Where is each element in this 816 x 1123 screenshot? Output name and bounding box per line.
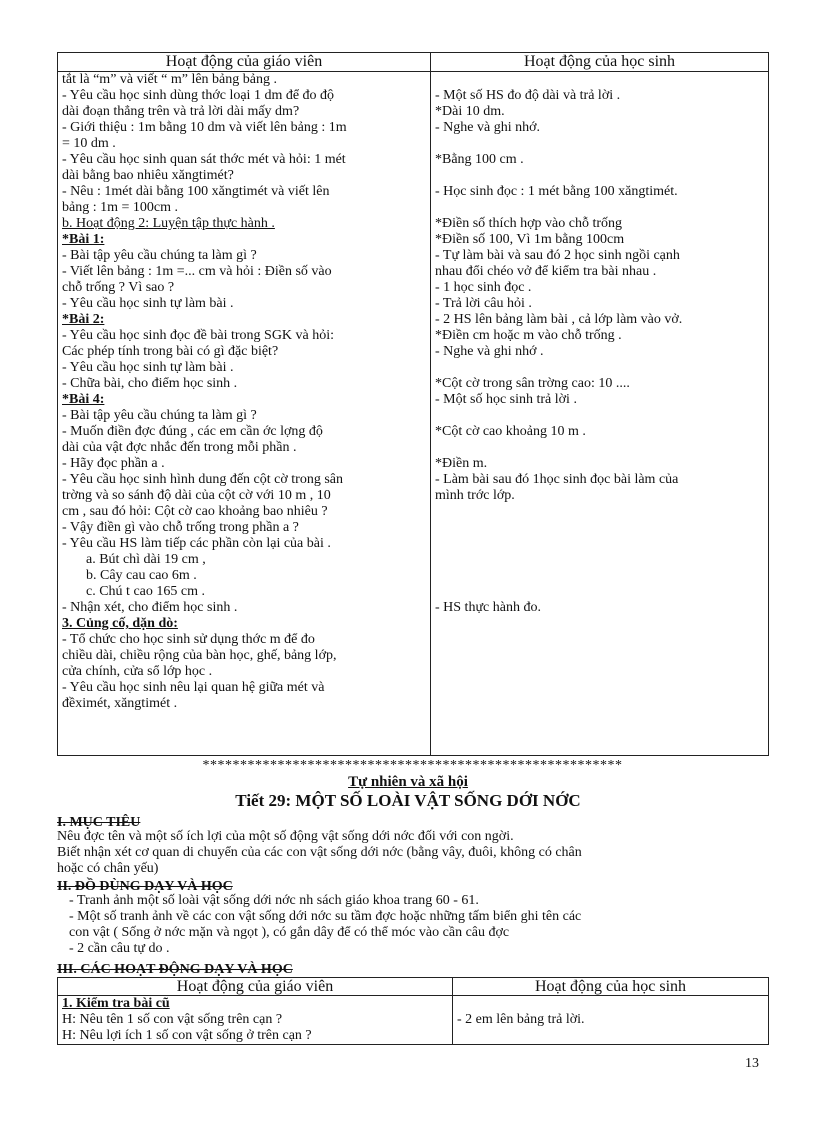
- student-line: - Nghe và ghi nhớ.: [435, 120, 540, 135]
- teacher-line: - Yêu cầu học sinh dùng thớc loại 1 dm để đo độ: [62, 88, 335, 103]
- lesson-table-2: [57, 977, 769, 1045]
- teacher-line: c. Chú t cao 165 cm .: [86, 584, 205, 599]
- student-line: mình trớc lớp.: [435, 488, 515, 503]
- teacher-line: - Yêu cầu học sinh tự làm bài .: [62, 296, 234, 311]
- teacher-line: dài của vật đợc nhắc đến trong mỗi phần .: [62, 440, 297, 455]
- teacher-line: - Yêu cầu học sinh nêu lại quan hệ giữa mét và: [62, 680, 325, 695]
- student-line: [435, 616, 764, 632]
- student-line: - 1 học sinh đọc .: [435, 280, 532, 295]
- teacher-line: - Hãy đọc phần a .: [62, 456, 165, 471]
- lesson-table-1: [57, 52, 769, 756]
- table2-header-student: Hoạt động của học sinh: [453, 978, 769, 996]
- teacher-line: dài đoạn thẳng trên và trả lời dài mấy dm?: [62, 104, 300, 119]
- teacher-line: 3. Củng cố, dặn dò:: [62, 616, 178, 631]
- teacher-line: *Bài 1:: [62, 232, 105, 247]
- teacher-line: a. Bút chì dài 19 cm ,: [86, 552, 206, 567]
- student-line: [435, 632, 764, 648]
- teacher-line: - Giới thiệu : 1m bằng 10 dm và viết lên bảng : 1m: [62, 120, 347, 135]
- teacher-line: - Yêu cầu HS làm tiếp các phần còn lại của bài .: [62, 536, 331, 551]
- teacher-line: - Yêu cầu học sinh đọc đề bài trong SGK và hỏi:: [62, 328, 335, 343]
- teacher-line: b. Hoạt động 2: Luyện tập thực hành .: [62, 216, 275, 231]
- teacher-question: H: Nêu tên 1 số con vật sống trên cạn ?: [62, 1012, 283, 1027]
- header-teacher: Hoạt động của giáo viên: [58, 53, 431, 72]
- teacher-line: - Chữa bài, cho điểm học sinh .: [62, 376, 238, 391]
- student-line: - Tự làm bài và sau đó 2 học sinh ngồi cạnh: [435, 248, 680, 263]
- teacher-line: - Yêu cầu học sinh quan sát thớc mét và hỏi: 1 mét: [62, 152, 346, 167]
- student-line: - HS thực hành đo.: [435, 600, 541, 615]
- student-line: [435, 168, 764, 184]
- material-line: - Tranh ảnh một số loài vật sống dới nớc nh sách giáo khoa trang 60 - 61.: [69, 893, 479, 908]
- lesson-title: Tiết 29: MỘT SỐ LOÀI VẬT SỐNG DỚI NỚC: [235, 791, 581, 810]
- objective-line: Nêu đợc tên và một số ích lợi của một số động vật sống dới nớc đối với con ngời.: [57, 829, 514, 844]
- student-line: - Nghe và ghi nhớ .: [435, 344, 544, 359]
- teacher-line: cửa chính, cửa sổ lớp học .: [62, 664, 213, 679]
- teacher-line: Các phép tính trong bài có gì đặc biệt?: [62, 344, 279, 359]
- student-line: - Một số học sinh trả lời .: [435, 392, 577, 407]
- student-line: - 2 HS lên bảng làm bài , cả lớp làm vào vở.: [435, 312, 683, 327]
- objective-line: hoặc có chân yếu): [57, 861, 159, 876]
- material-line: con vật ( Sống ở nớc mặn và ngọt ), có gắn dây để có thể móc vào cần câu đợc: [69, 925, 510, 940]
- student-line: - Làm bài sau đó 1học sinh đọc bài làm của: [435, 472, 679, 487]
- student-line: [435, 520, 764, 536]
- table2-student-cell: [453, 996, 769, 1045]
- student-line: *Bằng 100 cm .: [435, 152, 524, 167]
- teacher-line: - Yêu cầu học sinh hình dung đến cột cờ trong sân: [62, 472, 343, 487]
- teacher-line: - Nhận xét, cho điểm học sinh .: [62, 600, 238, 615]
- student-line: [435, 200, 764, 216]
- student-line: [435, 552, 764, 568]
- page-number: 13: [745, 1056, 759, 1071]
- activities-heading: III. CÁC HOẠT ĐỘNG DẠY VÀ HỌC: [57, 962, 293, 977]
- material-line: - 2 cần câu tự do .: [69, 941, 170, 956]
- teacher-line: *Bài 4:: [62, 392, 105, 407]
- student-line: [435, 440, 764, 456]
- student-line: *Điền m.: [435, 456, 488, 471]
- teacher-question: H: Nêu lợi ích 1 số con vật sống ở trên cạn ?: [62, 1028, 312, 1043]
- student-line: *Điền cm hoặc m vào chỗ trống .: [435, 328, 622, 343]
- objectives-heading: I. MỤC TIÊU: [57, 815, 141, 830]
- section-activities: [57, 962, 768, 978]
- student-line: *Cột cờ trong sân trờng cao: 10 ....: [435, 376, 630, 391]
- student-line: [435, 568, 764, 584]
- student-line: [435, 536, 764, 552]
- materials-list: [57, 893, 768, 957]
- teacher-line: - Tổ chức cho học sinh sử dụng thớc m để đo: [62, 632, 315, 647]
- teacher-line: - Viết lên bảng : 1m =... cm và hỏi : Điền số vào: [62, 264, 332, 279]
- teacher-line: - Muốn điền đợc đúng , các em cần ớc lợng độ: [62, 424, 323, 439]
- student-answer: - 2 em lên bảng trả lời.: [457, 1012, 585, 1027]
- student-line: [435, 504, 764, 520]
- teacher-line: chỗ trống ? Vì sao ?: [62, 280, 175, 295]
- teacher-line: *Bài 2:: [62, 312, 105, 327]
- teacher-line: chiều dài, chiều rộng của bàn học, ghế, bảng lớp,: [62, 648, 337, 663]
- student-line: [435, 360, 764, 376]
- student-line: [435, 648, 764, 664]
- teacher-line: - Bài tập yêu cầu chúng ta làm gì ?: [62, 248, 257, 263]
- student-line: [435, 584, 764, 600]
- objectives-list: [57, 829, 768, 877]
- student-line: *Dài 10 dm.: [435, 104, 505, 119]
- material-line: - Một số tranh ảnh về các con vật sống dới nớc su tầm đợc hoặc những tấm biển ghi tên các: [69, 909, 582, 924]
- student-line: - Học sinh đọc : 1 mét bằng 100 xăngtimét.: [435, 184, 678, 199]
- teacher-line: dài bằng bao nhiêu xăngtimét?: [62, 168, 234, 183]
- teacher-line: tắt là “m” và viết “ m” lên bảng bảng .: [62, 72, 277, 87]
- student-line: - Trả lời câu hỏi .: [435, 296, 532, 311]
- teacher-column: [58, 72, 431, 756]
- student-column: [431, 72, 769, 756]
- teacher-line: trờng và so sánh độ dài của cột cờ với 10 m , 10: [62, 488, 331, 503]
- materials-heading: II. ĐỒ DÙNG DẠY VÀ HỌC: [57, 879, 233, 894]
- student-line: *Cột cờ cao khoảng 10 m .: [435, 424, 586, 439]
- teacher-line: - Vậy điền gì vào chỗ trống trong phần a ?: [62, 520, 299, 535]
- table2-header-teacher: Hoạt động của giáo viên: [58, 978, 453, 996]
- objective-line: Biết nhận xét cơ quan di chuyển của các con vật sống dới nớc (bằng vây, đuôi, không có chân: [57, 845, 582, 860]
- review-title: 1. Kiểm tra bài cũ: [62, 996, 170, 1011]
- teacher-line: bảng : 1m = 100cm .: [62, 200, 178, 215]
- student-line: - Một số HS đo độ dài và trả lời .: [435, 88, 621, 103]
- header-student: Hoạt động của học sinh: [431, 53, 769, 72]
- student-line: [435, 664, 764, 680]
- teacher-line: - Nêu : 1mét dài bằng 100 xăngtimét và viết lên: [62, 184, 330, 199]
- student-line: [435, 136, 764, 152]
- table2-teacher-cell: [58, 996, 453, 1045]
- student-line: [435, 72, 764, 88]
- separator: ********************************************************: [202, 758, 623, 773]
- teacher-line: cm , sau đó hỏi: Cột cờ cao khoảng bao nhiêu ?: [62, 504, 328, 519]
- teacher-line: đềximét, xăngtimét .: [62, 696, 178, 711]
- student-line: *Điền số thích hợp vào chỗ trống: [435, 216, 623, 231]
- student-line: nhau đổi chéo vở để kiểm tra bài nhau .: [435, 264, 657, 279]
- student-line: [435, 680, 764, 696]
- student-line: *Điền số 100, Vì 1m bằng 100cm: [435, 232, 625, 247]
- teacher-line: - Yêu cầu học sinh tự làm bài .: [62, 360, 234, 375]
- student-line: [435, 696, 764, 712]
- teacher-line: = 10 dm .: [62, 136, 116, 151]
- student-line: [435, 408, 764, 424]
- teacher-line: - Bài tập yêu cầu chúng ta làm gì ?: [62, 408, 257, 423]
- teacher-line: b. Cây cau cao 6m .: [86, 568, 197, 583]
- subject-title: Tự nhiên và xã hội: [348, 774, 468, 790]
